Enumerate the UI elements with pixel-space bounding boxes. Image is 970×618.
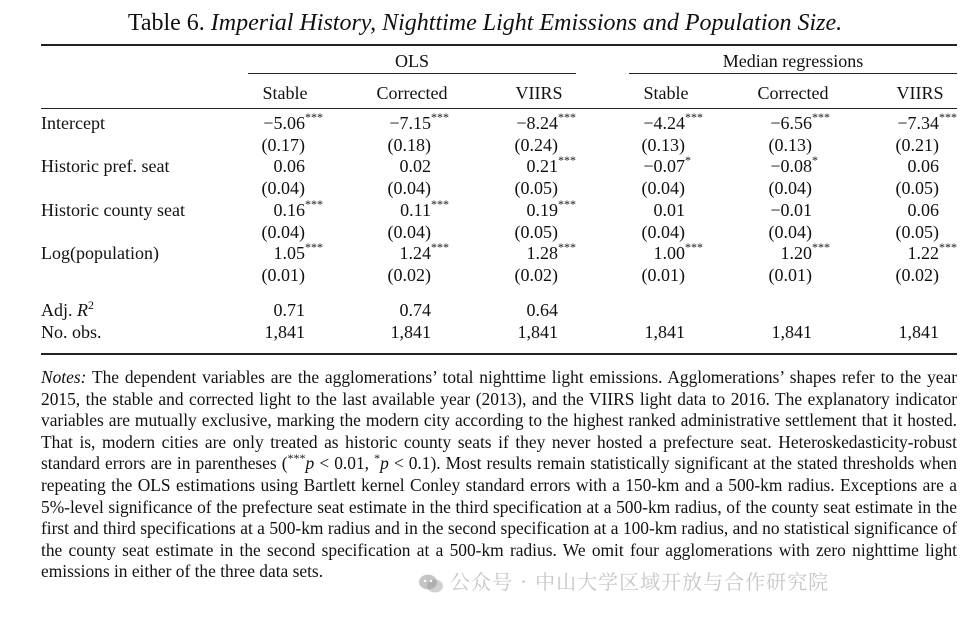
- notes-text-2: < 0.01,: [314, 453, 375, 474]
- coefficient-cell-value: −7.34: [897, 113, 939, 133]
- coefficient-cell: 0.19 ***: [526, 197, 576, 220]
- coefficient-cell: [274, 155, 306, 177]
- row-label-no-obs: No. obs.: [41, 322, 102, 342]
- no-obs-cell-value: 1,841: [390, 322, 431, 342]
- bottom-rule: [41, 353, 957, 355]
- std-error-cell: [388, 134, 432, 156]
- coefficient-cell: 1.24 ***: [399, 240, 449, 263]
- coefficient-cell-value: 0.11: [400, 200, 431, 220]
- std-error-cell: [388, 264, 432, 286]
- no-obs-cell: [899, 321, 940, 343]
- coefficient-cell-value: 0.21: [526, 156, 558, 176]
- row-label-log-population: Log(population): [41, 243, 159, 263]
- std-error-cell-value: (0.05): [895, 177, 939, 198]
- table-title: [0, 6, 970, 40]
- no-obs-cell: [645, 321, 686, 343]
- std-error-cell-value: (0.04): [387, 177, 431, 198]
- group-header-median: Median regressions: [722, 51, 864, 71]
- std-error-cell: [515, 221, 559, 243]
- column-header: Corrected: [376, 83, 448, 103]
- table-number: Table 6.: [127, 10, 205, 36]
- coefficient-cell-value: 0.16: [273, 200, 305, 220]
- coefficient-cell-value: −0.08: [770, 156, 812, 176]
- std-error-cell-value: (0.04): [768, 221, 812, 242]
- no-obs-cell: [265, 321, 306, 343]
- group-header-ols: OLS: [394, 51, 429, 71]
- std-error-cell-value: (0.02): [387, 264, 431, 285]
- std-error-cell: [896, 177, 940, 199]
- row-label-county-seat: Historic county seat: [41, 200, 185, 220]
- coefficient-cell: −5.06 ***: [263, 110, 323, 133]
- std-error-cell-value: (0.13): [641, 134, 685, 155]
- adj-r2-cell-value: 0.74: [399, 300, 431, 320]
- coefficient-cell-value: 0.02: [399, 156, 431, 176]
- coefficient-cell: −0.08 *: [770, 153, 818, 176]
- std-error-cell-value: (0.01): [261, 264, 305, 285]
- coefficient-cell-value: 0.06: [273, 156, 305, 176]
- std-error-cell: [769, 177, 813, 199]
- std-error-cell-value: (0.04): [261, 221, 305, 242]
- coefficient-cell: [654, 199, 686, 221]
- std-error-cell: [769, 264, 813, 286]
- std-error-cell: [515, 177, 559, 199]
- coefficient-cell-value: 0.06: [907, 156, 939, 176]
- notes-stars-3: ***: [287, 451, 306, 466]
- coefficient-cell: 1.28 ***: [526, 240, 576, 263]
- std-error-cell: [769, 134, 813, 156]
- adj-r2-sup: 2: [88, 298, 94, 312]
- coefficient-cell: 1.05 ***: [273, 240, 323, 263]
- column-header: VIIRS: [896, 83, 944, 103]
- coefficient-cell: −6.56 ***: [770, 110, 830, 133]
- std-error-cell-value: (0.21): [895, 134, 939, 155]
- std-error-cell-value: (0.05): [895, 221, 939, 242]
- watermark: [418, 566, 829, 595]
- std-error-cell: [769, 221, 813, 243]
- std-error-cell: [642, 134, 686, 156]
- std-error-cell: [262, 264, 306, 286]
- coefficient-cell: −7.15 ***: [389, 110, 449, 133]
- notes-lead: Notes:: [41, 367, 87, 387]
- header-rule: [41, 108, 957, 109]
- coefficient-cell: [770, 199, 812, 221]
- std-error-cell: [262, 221, 306, 243]
- no-obs-cell-value: 1,841: [517, 322, 558, 342]
- adj-r2-prefix: Adj.: [41, 300, 77, 320]
- adj-r2-cell: [400, 299, 432, 321]
- wechat-icon: [418, 573, 444, 595]
- coefficient-cell-value: −0.01: [770, 200, 812, 220]
- coefficient-cell-value: −5.06: [263, 113, 305, 133]
- table-notes: [41, 367, 957, 583]
- notes-text-3: < 0.1). Most results remain statistically significant at the stated thresholds when repeating the OLS estimations using Bartlett kernel Conley standard errors with a 150-km and a 500-km radius. Exceptions are a 5%-level significance of the prefecture seat estimate in the third specification at a 500-km radius, of the county seat estimate in the first and third specifications at a 500-km radius and in the second specification at a 100-km radius, and no statistical significance of the county seat estimate in the second specification at a 500-km radius. We omit four agglomerations with zero nighttime light emissions in either of the three data sets.: [41, 453, 957, 582]
- no-obs-cell-value: 1,841: [771, 322, 812, 342]
- coefficient-cell-value: 1.22: [907, 243, 939, 263]
- std-error-cell-value: (0.02): [514, 264, 558, 285]
- table-caption: Imperial History, Nighttime Light Emissions and Population Size.: [210, 10, 843, 36]
- coefficient-cell-value: −8.24: [516, 113, 558, 133]
- coefficient-cell-value: 1.05: [273, 243, 305, 263]
- column-header: Stable: [262, 83, 308, 103]
- row-label-intercept: Intercept: [41, 113, 105, 133]
- coefficient-cell-value: −6.56: [770, 113, 812, 133]
- std-error-cell-value: (0.13): [768, 134, 812, 155]
- std-error-cell: [642, 264, 686, 286]
- std-error-cell-value: (0.04): [641, 221, 685, 242]
- coefficient-cell-value: 0.01: [653, 200, 685, 220]
- notes-p-b: p: [380, 453, 389, 474]
- std-error-cell: [262, 177, 306, 199]
- notes-text-1: The dependent variables are the agglomerations’ total nighttime light emissions. Agglomerations’ shapes refer to the year 2015, the stable and corrected light to the last available year (2013), and the VIIRS light data to 2016. The explanatory indicator variables are mutually exclusive, marking the modern city according to the highest ranked administrative settlement that it hosted. That is, modern cities are only treated as historic county seats if they never hosted a prefecture seat. Heteroskedasticity-robust standard errors are in parentheses (: [41, 367, 957, 474]
- std-error-cell: [642, 221, 686, 243]
- notes-stars-1: *: [374, 451, 381, 466]
- row-label-adj-r2: [41, 299, 94, 321]
- adj-r2-cell-value: 0.64: [526, 300, 558, 320]
- no-obs-cell: [518, 321, 559, 343]
- column-header: VIIRS: [515, 83, 563, 103]
- std-error-cell: [642, 177, 686, 199]
- adj-r2-cell: [527, 299, 559, 321]
- std-error-cell-value: (0.17): [261, 134, 305, 155]
- column-header: Corrected: [757, 83, 829, 103]
- std-error-cell-value: (0.04): [387, 221, 431, 242]
- adj-r2-cell-value: 0.71: [273, 300, 305, 320]
- no-obs-cell-value: 1,841: [264, 322, 305, 342]
- coefficient-cell-value: 0.19: [526, 200, 558, 220]
- ols-group-rule: [248, 73, 576, 74]
- std-error-cell: [388, 177, 432, 199]
- coefficient-cell: −4.24 ***: [643, 110, 703, 133]
- coefficient-cell: 1.22 ***: [907, 240, 957, 263]
- coefficient-cell-value: 1.00: [653, 243, 685, 263]
- std-error-cell-value: (0.05): [514, 177, 558, 198]
- top-rule: [41, 44, 957, 46]
- no-obs-cell-value: 1,841: [644, 322, 685, 342]
- coefficient-cell: 0.21 ***: [526, 153, 576, 176]
- coefficient-cell: 0.16 ***: [273, 197, 323, 220]
- coefficient-cell-value: 0.06: [907, 200, 939, 220]
- std-error-cell-value: (0.04): [261, 177, 305, 198]
- std-error-cell-value: (0.01): [768, 264, 812, 285]
- coefficient-cell: 1.00 ***: [653, 240, 703, 263]
- std-error-cell-value: (0.24): [514, 134, 558, 155]
- adj-r2-var: R: [77, 300, 88, 320]
- coefficient-cell-value: 1.28: [526, 243, 558, 263]
- coefficient-cell-value: −7.15: [389, 113, 431, 133]
- coefficient-cell-value: 1.20: [780, 243, 812, 263]
- std-error-cell: [515, 134, 559, 156]
- column-header: Stable: [643, 83, 689, 103]
- notes-p-a: p: [305, 453, 315, 474]
- std-error-cell: [515, 264, 559, 286]
- no-obs-cell-value: 1,841: [898, 322, 939, 342]
- coefficient-cell-value: −0.07: [643, 156, 685, 176]
- coefficient-cell: [908, 199, 940, 221]
- watermark-text: 公众号 · 中山大学区域开放与合作研究院: [450, 570, 830, 594]
- no-obs-cell: [391, 321, 432, 343]
- std-error-cell-value: (0.04): [641, 177, 685, 198]
- std-error-cell: [896, 264, 940, 286]
- coefficient-cell: −0.07 *: [643, 153, 691, 176]
- std-error-cell-value: (0.01): [641, 264, 685, 285]
- coefficient-cell: [908, 155, 940, 177]
- coefficient-cell-value: −4.24: [643, 113, 685, 133]
- coefficient-cell: −8.24 ***: [516, 110, 576, 133]
- coefficient-cell: 0.11 ***: [400, 197, 449, 220]
- std-error-cell-value: (0.05): [514, 221, 558, 242]
- row-label-pref-seat: Historic pref. seat: [41, 156, 170, 176]
- coefficient-cell: [400, 155, 432, 177]
- std-error-cell: [896, 221, 940, 243]
- std-error-cell-value: (0.04): [768, 177, 812, 198]
- coefficient-cell-value: 1.24: [399, 243, 431, 263]
- std-error-cell-value: (0.02): [895, 264, 939, 285]
- adj-r2-cell: [274, 299, 306, 321]
- coefficient-cell: −7.34 ***: [897, 110, 957, 133]
- median-group-rule: [629, 73, 957, 74]
- coefficient-cell: 1.20 ***: [780, 240, 830, 263]
- std-error-cell-value: (0.18): [387, 134, 431, 155]
- std-error-cell: [896, 134, 940, 156]
- std-error-cell: [388, 221, 432, 243]
- no-obs-cell: [772, 321, 813, 343]
- std-error-cell: [262, 134, 306, 156]
